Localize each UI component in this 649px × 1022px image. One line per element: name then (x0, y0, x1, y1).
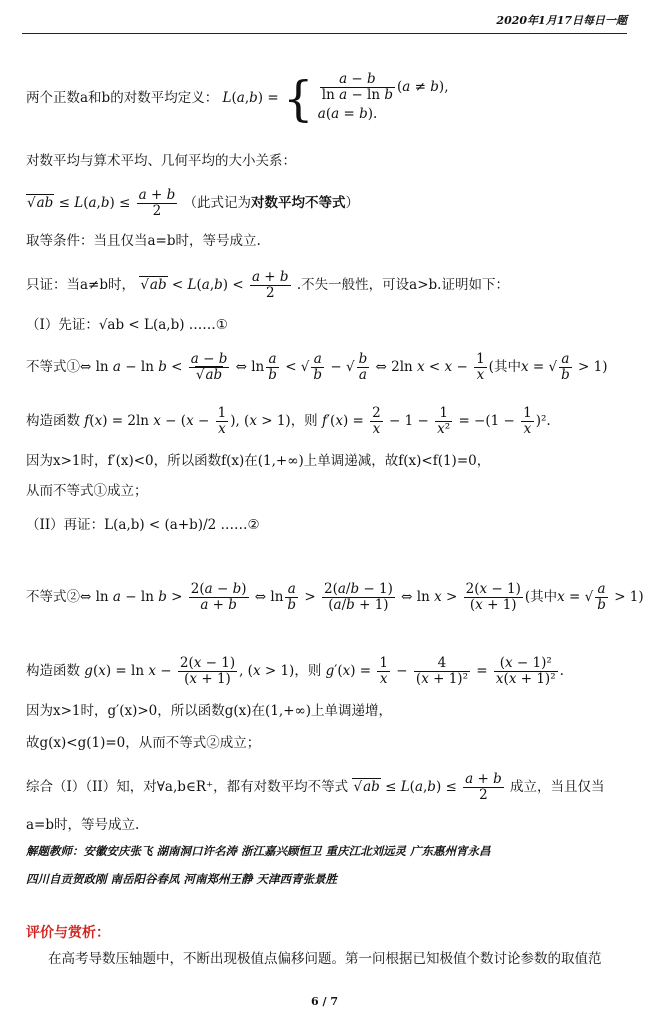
step-one-claim: （I）先证：√ab < L(a,b) ……① (26, 317, 228, 333)
inequality-name: 对数平均不等式 (251, 195, 346, 211)
step-two-claim: （II）再证：L(a,b) < (a+b)/2 ……② (26, 517, 260, 533)
inequality-one-holds: 从而不等式①成立； (26, 483, 148, 499)
construct-g: 构造函数 g(x) = ln x − $\frac{2(x - 1)}{(x + 1)}$ , (x > 1)，则 g′(x) = $\frac{1}{x}$ − $\frac{4}{\text{(x + 1)²}}$ = $\frac{\text{(x − 1)²}}{\text{x(x + 1)²}}$ . (26, 655, 564, 687)
teachers-row-1: 解题教师：安徽安庆张飞 湖南洞口许名涛 浙江嘉兴顾恒卫 重庆江北刘远灵 广东惠州宵永昌 (26, 844, 491, 858)
log-mean-inequality: √ ab ≤ L(a,b) ≤ $\frac{a + b}{2}$ （此式记为对数平均不等式） (26, 188, 627, 219)
conclusion-end: a=b时，等号成立. (26, 817, 140, 833)
proof-intro: 只证：当a≠b时， √ ab < L(a,b) < $\frac{a + b}{2}$ .不失一般性，可设a>b.证明如下： (26, 270, 627, 301)
g-increasing: 因为x>1时，g′(x)>0，所以函数g(x)在(1,+∞)上单调递增， (26, 703, 393, 719)
relation-intro: 对数平均与算术平均、几何平均的大小关系： (26, 153, 296, 169)
construct-f: 构造函数 f(x) = 2ln x − (x − $\frac{1}{x}$ ), (x > 1)，则 f′(x) = $\frac{2}{x}$ − 1 − $\frac{1}{\text{x²}}$ = −(1 − $\frac{1}{x}$ )². (26, 405, 551, 437)
piecewise-cases: $\frac{a - b}{\text{ln a − ln b}}$ (a ≠ b), a(a = b). (317, 71, 449, 122)
inequality-two-equivalence: 不等式②⇔ ln a − ln b > $\frac{2(a - b)}{a + b}$ ⇔ ln $\frac{a}{b}$ > $\frac{2(a/b - 1)}{(a/b + 1)}$ ⇔ ln x > $\frac{2(x - 1)}{(x + 1)}$ (其中x = √ $\frac{a}{b}$ > 1) (26, 581, 644, 613)
review-heading: 评价与赏析： (26, 925, 110, 941)
page-number: 6 / 7 (311, 995, 338, 1008)
inequality-one-equivalence: 不等式①⇔ ln a − ln b < a − b √ ab ⇔ ln $\frac{a}{b}$ < √ $\frac{a}{b}$ − √ $\frac{b}{a}$ ⇔ 2ln x < x − $\frac{1}{x}$ (其中x = √ $\frac{a}{b}$ > 1) (26, 352, 627, 383)
definition-text: 两个正数a和b的对数平均定义： (26, 90, 219, 106)
piecewise-brace: { (282, 70, 314, 127)
inequality-two-holds: 故g(x)<g(1)=0，从而不等式②成立； (26, 735, 261, 751)
teachers-row-2: 四川自贡贺政刚 南岳阳谷春凤 河南郑州王静 天津西青张景胜 (26, 872, 338, 886)
f-decreasing: 因为x>1时，f′(x)<0，所以函数f(x)在(1,+∞)上单调递减，故f(x)<f(1)=0， (26, 453, 491, 469)
conclusion: 综合（I）（II）知，对∀a,b∈R⁺，都有对数平均不等式 √ ab ≤ L(a,b) ≤ $\frac{a + b}{2}$ 成立，当且仅当 (26, 772, 627, 803)
definition-line: 两个正数a和b的对数平均定义： L(a,b) = { $\frac{a - b}{\text{ln a − ln b}}$ (a ≠ b), a(a = b). (26, 70, 449, 127)
header-divider (22, 33, 627, 34)
header-date-title: 2020年1月17日每日一题 (496, 14, 627, 27)
review-text: 在高考导数压轴题中，不断出现极值点偏移问题。第一问根据已知极值个数讨论参数的取值范 (48, 951, 602, 967)
equality-condition: 取等条件：当且仅当a=b时，等号成立. (26, 233, 261, 249)
